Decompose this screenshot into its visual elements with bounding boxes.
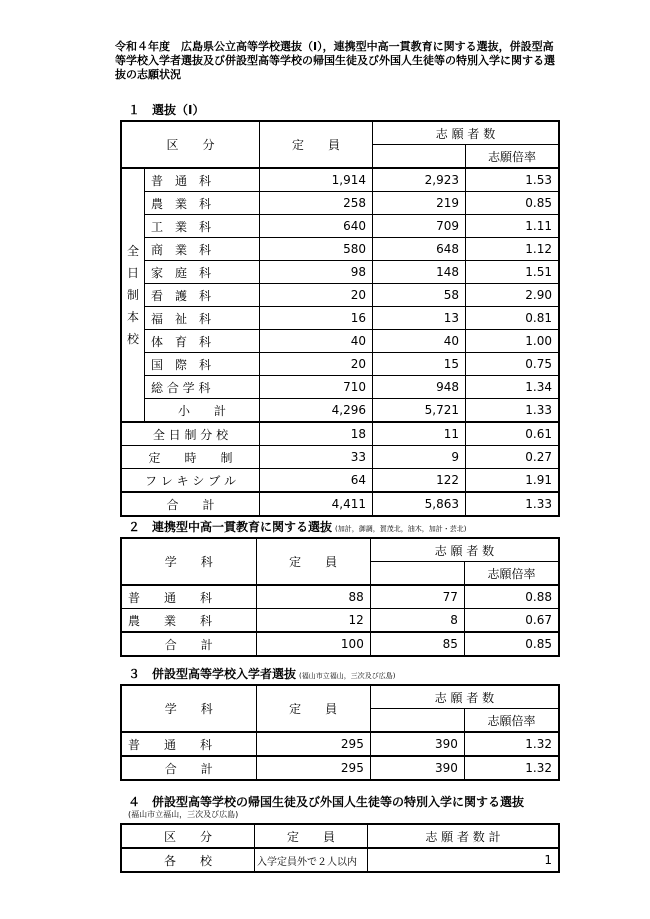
cell-shigan: 709 [373,215,466,238]
cell-teiin: 20 [260,284,373,307]
cell-bairitsu: 1.11 [466,215,560,238]
header-teiin: 定 員 [256,538,370,585]
zennichisei-honko-label: 全 日 制 本 校 [121,168,145,422]
cell-teiin: 710 [260,376,373,399]
cell-shigan: 648 [373,238,466,261]
section2-heading: ２ 連携型中高一貫教育に関する選抜 (加計，御調，賀茂北，油木，加計・芸北) [128,520,467,534]
cell-bairitsu: 1.53 [466,168,560,192]
row-name: 農 業 科 [121,609,256,633]
cell-bairitsu: 2.90 [466,284,560,307]
cell-bairitsu: 1.33 [466,399,560,423]
section3-heading: ３ 併設型高等学校入学者選抜 (福山市立福山，三次及び広島) [128,667,396,681]
row-name: 工 業 科 [145,215,260,238]
section4-heading: ４ 併設型高等学校の帰国生徒及び外国人生徒等の特別入学に関する選抜 [128,795,525,809]
header-teiin: 定 員 [260,121,373,168]
cell-shigan: 122 [373,469,466,493]
cell-teiin: 12 [256,609,370,633]
cell-teiin: 40 [260,330,373,353]
row-name: 看 護 科 [145,284,260,307]
cell-bairitsu: 1.91 [466,469,560,493]
cell-teiin: 入学定員外で２人以内 [255,848,368,872]
cell-bairitsu: 1.32 [464,732,559,756]
document-title: 令和４年度 広島県公立高等学校選抜（Ⅰ），連携型中高一貫教育に関する選抜，併設型高等学校入学者選抜及び併設型高等学校の帰国生徒及び外国人生徒等の特別入学に関する選抜の志願状況 [115,40,555,81]
cell-shigan: 948 [373,376,466,399]
section1-table [120,120,560,517]
cell-bairitsu: 0.67 [464,609,559,633]
cell-teiin: 4,296 [260,399,373,423]
row-name: 家 庭 科 [145,261,260,284]
cell-teiin: 18 [260,422,373,446]
row-name: 普 通 科 [121,585,256,609]
cell-teiin: 20 [260,353,373,376]
section4-note: (福山市立福山，三次及び広島) [128,810,239,819]
cell-teiin: 98 [260,261,373,284]
cell-teiin: 258 [260,192,373,215]
cell-shigan: 390 [370,756,464,780]
cell-shigan: 390 [370,732,464,756]
row-name-total: 合 計 [121,756,256,780]
header-bairitsu: 志願倍率 [466,145,560,169]
section3-table [120,684,560,781]
row-name: 普 通 科 [121,732,256,756]
cell-teiin: 4,411 [260,492,373,516]
header-teiin: 定 員 [256,685,370,732]
row-name: 定 時 制 [121,446,260,469]
cell-shigan: 219 [373,192,466,215]
cell-bairitsu: 1.51 [466,261,560,284]
cell-shigan: 77 [370,585,464,609]
section1-heading: １ 選抜（Ⅰ） [128,103,205,117]
cell-teiin: 580 [260,238,373,261]
cell-bairitsu: 0.88 [464,585,559,609]
cell-teiin: 88 [256,585,370,609]
cell-bairitsu: 1.12 [466,238,560,261]
cell-bairitsu: 0.85 [464,632,559,656]
cell-shigan: 58 [373,284,466,307]
row-name: 国 際 科 [145,353,260,376]
cell-shigan: 15 [373,353,466,376]
header-teiin: 定 員 [255,824,368,848]
row-name: 総 合 学 科 [145,376,260,399]
cell-shigan: 148 [373,261,466,284]
cell-shigan: 85 [370,632,464,656]
header-gakka: 学 科 [121,685,256,732]
cell-teiin: 295 [256,756,370,780]
row-name-subtotal: 小 計 [145,399,260,423]
cell-bairitsu: 1.00 [466,330,560,353]
cell-bairitsu: 0.61 [466,422,560,446]
header-shigan: 志 願 者 数 [370,685,559,709]
row-name: 全 日 制 分 校 [121,422,260,446]
cell-teiin: 100 [256,632,370,656]
cell-teiin: 64 [260,469,373,493]
cell-shigan: 5,863 [373,492,466,516]
row-name: フ レ キ シ ブ ル [121,469,260,493]
section2-table [120,537,560,657]
row-name: 商 業 科 [145,238,260,261]
row-name-total: 合 計 [121,492,260,516]
cell-bairitsu: 0.85 [466,192,560,215]
cell-shigan: 13 [373,307,466,330]
row-name: 福 祉 科 [145,307,260,330]
cell-bairitsu: 0.81 [466,307,560,330]
row-name: 農 業 科 [145,192,260,215]
cell-bairitsu: 1.33 [466,492,560,516]
header-shigan: 志 願 者 数 [373,121,560,145]
cell-shigan: 2,923 [373,168,466,192]
cell-bairitsu: 0.75 [466,353,560,376]
cell-teiin: 640 [260,215,373,238]
cell-shigan: 1 [368,848,560,872]
cell-teiin: 1,914 [260,168,373,192]
cell-teiin: 33 [260,446,373,469]
cell-shigan: 8 [370,609,464,633]
cell-shigan: 9 [373,446,466,469]
cell-shigan: 5,721 [373,399,466,423]
header-gakka: 学 科 [121,538,256,585]
cell-bairitsu: 1.34 [466,376,560,399]
cell-bairitsu: 1.32 [464,756,559,780]
cell-shigan: 11 [373,422,466,446]
cell-shigan: 40 [373,330,466,353]
cell-teiin: 295 [256,732,370,756]
header-kubun: 区 分 [121,824,255,848]
header-shigan-total: 志 願 者 数 計 [368,824,560,848]
cell-teiin: 16 [260,307,373,330]
section4-table [120,823,560,873]
row-name-total: 合 計 [121,632,256,656]
header-bairitsu: 志願倍率 [464,709,559,733]
row-name: 普 通 科 [145,168,260,192]
header-shigan: 志 願 者 数 [370,538,559,562]
cell-bairitsu: 0.27 [466,446,560,469]
header-kubun: 区 分 [121,121,260,168]
row-name: 体 育 科 [145,330,260,353]
row-name: 各 校 [121,848,255,872]
header-bairitsu: 志願倍率 [464,562,559,586]
